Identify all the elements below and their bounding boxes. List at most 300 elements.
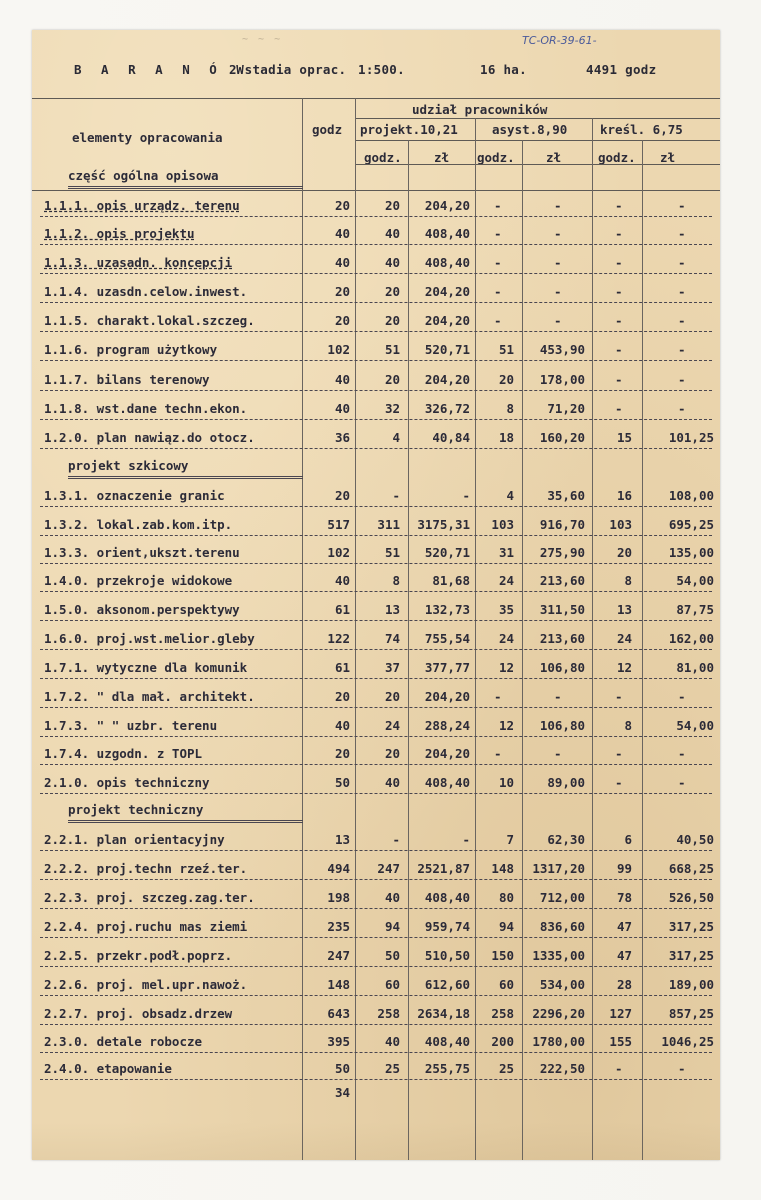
rule-line [355,118,720,119]
cell-asyst-zl: 106,80 [539,660,585,675]
sub-zl-k: zł [660,150,676,165]
row-label: 2.2.6. proj. mel.upr.nawoż. [44,977,248,992]
cell-kresl-godz: 8 [624,573,632,588]
column-line [522,140,523,1160]
row-label: 1.3.2. lokal.zab.kom.itp. [44,517,233,532]
cell-asyst-godz: 12 [498,660,514,675]
cell-godz: 643 [327,1006,350,1021]
col-godz: godz [312,122,343,137]
cell-projekt-zl: 204,20 [424,313,470,328]
cell-asyst-godz: - [494,198,502,213]
document-sheet [32,30,720,1160]
cell-asyst-godz: 258 [491,1006,514,1021]
cell-asyst-zl: 160,20 [539,430,585,445]
cell-kresl-godz: - [615,775,623,790]
cell-projekt-godz: 311 [377,517,400,532]
cell-godz: 20 [334,284,350,299]
stage-info: 2 stadia oprac. [229,62,347,77]
cell-godz: 50 [334,775,350,790]
cell-projekt-godz: 4 [392,430,400,445]
cell-kresl-godz: 47 [616,919,632,934]
cell-projekt-zl: 408,40 [424,775,470,790]
cell-godz: 13 [334,832,350,847]
cell-asyst-zl: 2296,20 [532,1006,585,1021]
cell-kresl-zl: 162,00 [668,631,714,646]
cell-asyst-godz: 31 [498,545,514,560]
cell-godz: 20 [334,689,350,704]
cell-projekt-godz: 20 [384,689,400,704]
col-udzial: udział pracowników [412,102,548,117]
cell-projekt-godz: 20 [384,284,400,299]
col-kresl: kreśl. 6,75 [600,122,683,137]
row-label: 1.2.0. plan nawiąz.do otocz. [44,430,255,445]
cell-projekt-zl: 2634,18 [417,1006,470,1021]
cell-kresl-godz: - [615,226,623,241]
cell-asyst-zl: 213,60 [539,631,585,646]
faint-stamp: ~ ~ ~ [242,34,283,45]
cell-asyst-zl: - [554,313,562,328]
rule-line [40,448,712,449]
cell-kresl-godz: - [615,372,623,387]
cell-projekt-godz: 20 [384,372,400,387]
cell-projekt-godz: 40 [384,775,400,790]
cell-godz: 40 [334,573,350,588]
cell-kresl-godz: - [615,284,623,299]
cell-kresl-godz: 20 [616,545,632,560]
cell-asyst-godz: 8 [506,401,514,416]
row-label: 1.1.1. opis urządz. terenu [44,198,240,213]
cell-kresl-godz: 6 [624,832,632,847]
row-label: 1.3.1. oznaczenie granic [44,488,225,503]
cell-godz: 40 [334,401,350,416]
sub-zl-p: zł [434,150,450,165]
cell-asyst-godz: 60 [498,977,514,992]
cell-kresl-zl: - [678,284,686,299]
rule-line [40,966,712,967]
row-label: 1.7.4. uzgodn. z TOPL [44,746,203,761]
col-asyst: asyst.8,90 [492,122,568,137]
cell-asyst-godz: 200 [491,1034,514,1049]
col-projekt: projekt.10,21 [360,122,458,137]
column-line [302,98,303,1160]
rule-line [40,360,712,361]
cell-projekt-zl: 612,60 [424,977,470,992]
cell-projekt-zl: 204,20 [424,689,470,704]
cell-kresl-zl: - [678,401,686,416]
cell-kresl-zl: 695,25 [668,517,714,532]
row-label: 1.1.8. wst.dane techn.ekon. [44,401,248,416]
cell-kresl-godz: - [615,198,623,213]
rule-line [40,1079,712,1080]
cell-projekt-zl: 408,40 [424,226,470,241]
column-line [592,118,593,140]
row-label: 2.2.2. proj.techn rzeź.ter. [44,861,248,876]
cell-kresl-godz: 28 [616,977,632,992]
cell-godz: 20 [334,746,350,761]
cell-kresl-zl: 54,00 [676,718,714,733]
cell-asyst-zl: - [554,284,562,299]
cell-asyst-zl: 62,30 [547,832,585,847]
cell-asyst-godz: 10 [498,775,514,790]
cell-asyst-zl: 1780,00 [532,1034,585,1049]
cell-kresl-zl: - [678,313,686,328]
cell-kresl-godz: 16 [616,488,632,503]
cell-kresl-zl: 317,25 [668,919,714,934]
cell-projekt-zl: - [462,832,470,847]
column-line [642,140,643,1160]
rule-line [68,186,303,189]
cell-asyst-godz: 24 [498,573,514,588]
cell-godz: 395 [327,1034,350,1049]
cell-projekt-godz: 8 [392,573,400,588]
cell-asyst-godz: 24 [498,631,514,646]
cell-asyst-zl: 453,90 [539,342,585,357]
cell-asyst-zl: 1335,00 [532,948,585,963]
cell-asyst-godz: - [494,284,502,299]
row-label: 2.2.5. przekr.podł.poprz. [44,948,233,963]
cell-projekt-godz: 32 [384,401,400,416]
cell-kresl-zl: 108,00 [668,488,714,503]
row-label: 1.7.3. " " uzbr. terenu [44,718,218,733]
document-header [32,30,720,100]
cell-kresl-zl: 1046,25 [661,1034,714,1049]
cell-kresl-zl: - [678,775,686,790]
rule-line [40,649,712,650]
cell-projekt-zl: 408,40 [424,890,470,905]
cell-godz: 148 [327,977,350,992]
cell-kresl-zl: 317,25 [668,948,714,963]
rule-line [68,476,303,479]
cell-projekt-godz: 50 [384,948,400,963]
cell-kresl-zl: - [678,342,686,357]
document-title: B A R A N Ó W [74,62,250,77]
cell-kresl-godz: 24 [616,631,632,646]
cell-godz: 198 [327,890,350,905]
cell-kresl-godz: - [615,689,623,704]
cell-godz: 36 [334,430,350,445]
row-label: 1.3.3. orient,ukszt.terenu [44,545,240,560]
cell-kresl-godz: 127 [609,1006,632,1021]
page-number: 34 [335,1085,351,1100]
cell-projekt-godz: 25 [384,1061,400,1076]
cell-asyst-zl: 35,60 [547,488,585,503]
cell-projekt-zl: 81,68 [432,573,470,588]
row-label: 2.2.4. proj.ruchu mas ziemi [44,919,248,934]
cell-godz: 517 [327,517,350,532]
rule-line [40,1052,712,1053]
cell-asyst-godz: - [494,313,502,328]
cell-asyst-godz: 25 [498,1061,514,1076]
cell-godz: 20 [334,313,350,328]
cell-godz: 40 [334,255,350,270]
cell-projekt-zl: 510,50 [424,948,470,963]
sub-godz-a: godz. [477,150,515,165]
cell-kresl-zl: 54,00 [676,573,714,588]
column-line [475,118,476,140]
cell-projekt-zl: 204,20 [424,746,470,761]
cell-kresl-zl: 40,50 [676,832,714,847]
cell-projekt-zl: 132,73 [424,602,470,617]
rule-line [40,390,712,391]
cell-asyst-zl: 178,00 [539,372,585,387]
cell-asyst-godz: 94 [498,919,514,934]
row-label: 1.1.7. bilans terenowy [44,372,210,387]
cell-asyst-godz: 12 [498,718,514,733]
cell-godz: 102 [327,545,350,560]
cell-asyst-zl: 222,50 [539,1061,585,1076]
column-line [355,98,356,1160]
cell-kresl-godz: 155 [609,1034,632,1049]
cell-kresl-godz: - [615,313,623,328]
cell-asyst-godz: 18 [498,430,514,445]
cell-projekt-godz: 74 [384,631,400,646]
cell-projekt-godz: - [392,832,400,847]
row-label: 2.2.3. proj. szczeg.zag.ter. [44,890,255,905]
cell-kresl-godz: 99 [616,861,632,876]
cell-kresl-godz: 47 [616,948,632,963]
cell-kresl-godz: 15 [616,430,632,445]
rule-line [40,419,712,420]
cell-projekt-godz: 20 [384,313,400,328]
rule-line [40,535,712,536]
cell-kresl-zl: - [678,198,686,213]
cell-asyst-godz: 103 [491,517,514,532]
cell-asyst-godz: - [494,689,502,704]
cell-projekt-godz: 258 [377,1006,400,1021]
rule-line [40,937,712,938]
row-label: 2.2.7. proj. obsadz.drzew [44,1006,233,1021]
cell-projekt-godz: 94 [384,919,400,934]
cell-kresl-godz: 8 [624,718,632,733]
rule-line [40,764,712,765]
section-title: projekt techniczny [68,802,204,817]
cell-asyst-zl: 916,70 [539,517,585,532]
cell-projekt-zl: 3175,31 [417,517,470,532]
cell-kresl-godz: - [615,342,623,357]
cell-asyst-godz: - [494,255,502,270]
rule-line [40,850,712,851]
cell-kresl-zl: 135,00 [668,545,714,560]
sub-godz-k: godz. [598,150,636,165]
cell-asyst-zl: 712,00 [539,890,585,905]
section-title: część ogólna opisowa [68,168,219,183]
rule-line [40,244,712,245]
column-line [592,140,593,1160]
row-label: 1.1.6. program użytkowy [44,342,218,357]
cell-projekt-godz: 40 [384,226,400,241]
rule-line [40,1024,712,1025]
cell-projekt-zl: 520,71 [424,545,470,560]
cell-kresl-zl: 87,75 [676,602,714,617]
cell-projekt-godz: 20 [384,746,400,761]
cell-asyst-godz: - [494,746,502,761]
cell-kresl-godz: - [615,255,623,270]
rule-line [32,190,720,191]
cell-kresl-godz: 13 [616,602,632,617]
section-title: projekt szkicowy [68,458,189,473]
row-label: 1.1.3. uzasadn. koncepcji [44,255,233,270]
cell-kresl-zl: - [678,255,686,270]
cell-projekt-zl: 2521,87 [417,861,470,876]
cell-kresl-godz: 12 [616,660,632,675]
cell-kresl-zl: 668,25 [668,861,714,876]
cell-projekt-godz: 37 [384,660,400,675]
row-label: 2.2.1. plan orientacyjny [44,832,225,847]
cell-asyst-zl: 534,00 [539,977,585,992]
row-label: 1.4.0. przekroje widokowe [44,573,233,588]
column-line [408,140,409,1160]
cell-kresl-zl: 526,50 [668,890,714,905]
cell-kresl-godz: 103 [609,517,632,532]
cell-kresl-godz: - [615,1061,623,1076]
cell-projekt-godz: 40 [384,890,400,905]
row-label: 1.7.2. " dla mał. architekt. [44,689,255,704]
rule-line [355,140,720,141]
row-label: 1.6.0. proj.wst.melior.gleby [44,631,255,646]
cell-projekt-zl: 40,84 [432,430,470,445]
cell-projekt-zl: 326,72 [424,401,470,416]
rule-line [40,620,712,621]
rule-line [40,707,712,708]
row-label: 1.7.1. wytyczne dla komunik [44,660,248,675]
cell-projekt-zl: 408,40 [424,1034,470,1049]
rule-line [32,98,720,99]
cell-asyst-godz: 35 [498,602,514,617]
rule-line [40,302,712,303]
rule-line [40,331,712,332]
cell-godz: 40 [334,226,350,241]
cell-asyst-zl: 89,00 [547,775,585,790]
cell-asyst-zl: - [554,255,562,270]
cell-asyst-godz: 80 [498,890,514,905]
cell-godz: 50 [334,1061,350,1076]
cell-asyst-godz: 4 [506,488,514,503]
cell-kresl-zl: - [678,1061,686,1076]
cell-projekt-zl: 755,54 [424,631,470,646]
row-label: 1.5.0. aksonom.perspektywy [44,602,240,617]
rule-line [40,563,712,564]
cell-projekt-godz: 24 [384,718,400,733]
cell-godz: 20 [334,488,350,503]
rule-line [40,506,712,507]
cell-godz: 40 [334,372,350,387]
rule-line [40,995,712,996]
cell-godz: 61 [334,660,350,675]
cell-kresl-godz: - [615,746,623,761]
cell-asyst-zl: 311,50 [539,602,585,617]
cell-kresl-zl: - [678,226,686,241]
cell-projekt-godz: 51 [384,342,400,357]
scale-info: 1:500. [358,62,405,77]
rule-line [40,793,712,794]
cell-asyst-zl: - [554,689,562,704]
sub-godz-p: godz. [364,150,402,165]
cell-godz: 122 [327,631,350,646]
cell-asyst-zl: - [554,198,562,213]
total-hours: 4491 godz [586,62,657,77]
cell-asyst-godz: 148 [491,861,514,876]
cell-godz: 20 [334,198,350,213]
cell-asyst-zl: 71,20 [547,401,585,416]
rule-line [40,678,712,679]
cell-projekt-godz: 51 [384,545,400,560]
cell-projekt-godz: 20 [384,198,400,213]
col-elements: elementy opracowania [72,130,223,145]
cell-projekt-zl: 959,74 [424,919,470,934]
column-line [475,140,476,1160]
cell-kresl-zl: 81,00 [676,660,714,675]
cell-asyst-zl: 1317,20 [532,861,585,876]
rule-line [68,820,303,823]
cell-projekt-zl: 520,71 [424,342,470,357]
row-label: 1.1.2. opis projektu [44,226,195,241]
cell-godz: 61 [334,602,350,617]
cell-projekt-zl: 204,20 [424,198,470,213]
cell-godz: 40 [334,718,350,733]
cell-asyst-godz: 51 [498,342,514,357]
rule-line [40,273,712,274]
row-label: 1.1.4. uzasdn.celow.inwest. [44,284,248,299]
cell-kresl-godz: - [615,401,623,416]
cell-godz: 247 [327,948,350,963]
rule-line [40,908,712,909]
cell-kresl-zl: 857,25 [668,1006,714,1021]
cell-asyst-zl: - [554,746,562,761]
cell-godz: 494 [327,861,350,876]
cell-projekt-zl: 255,75 [424,1061,470,1076]
row-label: 2.4.0. etapowanie [44,1061,172,1076]
cell-projekt-godz: 40 [384,255,400,270]
area-info: 16 ha. [480,62,527,77]
row-label: 2.1.0. opis techniczny [44,775,210,790]
cell-asyst-zl: 213,60 [539,573,585,588]
cell-asyst-godz: 7 [506,832,514,847]
cell-projekt-godz: 60 [384,977,400,992]
cell-kresl-zl: - [678,689,686,704]
cell-godz: 102 [327,342,350,357]
cell-projekt-zl: 408,40 [424,255,470,270]
cell-godz: 235 [327,919,350,934]
cell-kresl-zl: 101,25 [668,430,714,445]
cell-asyst-godz: 150 [491,948,514,963]
sub-zl-a: zł [546,150,562,165]
rule-line [355,164,720,165]
cell-projekt-zl: 204,20 [424,284,470,299]
cell-projekt-godz: 40 [384,1034,400,1049]
cell-projekt-zl: 288,24 [424,718,470,733]
cell-kresl-zl: - [678,372,686,387]
cell-projekt-godz: 13 [384,602,400,617]
row-label: 2.3.0. detale robocze [44,1034,203,1049]
archive-annotation: TC-OR-39-61- [522,34,597,47]
cell-projekt-zl: 204,20 [424,372,470,387]
row-label: 1.1.5. charakt.lokal.szczeg. [44,313,255,328]
cell-kresl-zl: 189,00 [668,977,714,992]
cell-kresl-zl: - [678,746,686,761]
cell-asyst-zl: - [554,226,562,241]
cell-asyst-zl: 836,60 [539,919,585,934]
cell-projekt-zl: 377,77 [424,660,470,675]
cell-kresl-godz: 78 [616,890,632,905]
rule-line [40,216,712,217]
cell-asyst-godz: 20 [498,372,514,387]
cell-projekt-zl: - [462,488,470,503]
cell-projekt-godz: 247 [377,861,400,876]
cell-projekt-godz: - [392,488,400,503]
cell-asyst-zl: 275,90 [539,545,585,560]
rule-line [40,591,712,592]
rule-line [40,879,712,880]
